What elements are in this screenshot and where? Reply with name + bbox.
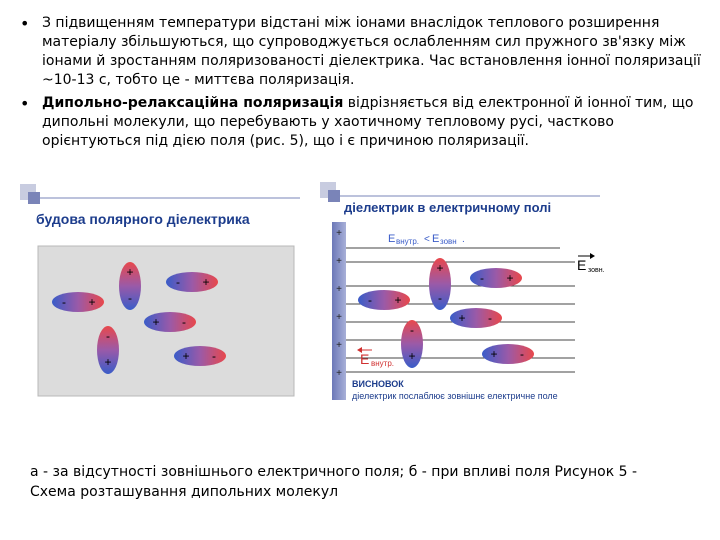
dipole — [52, 292, 104, 312]
minus-charge: - — [128, 291, 132, 305]
dipole — [401, 320, 423, 368]
plus-charge: + — [458, 311, 466, 325]
minus-charge: - — [480, 271, 484, 285]
figure-caption: а - за відсутності зовнішнього електричного поля; б - при впливі поля Рисунок 5 - Схема розташування дипольних молекул — [30, 464, 638, 500]
minus-charge: - — [106, 329, 110, 343]
plus-charge: + — [436, 261, 444, 275]
e-letter: E — [388, 233, 396, 245]
minus-charge: - — [488, 311, 492, 325]
e-external-label — [577, 253, 605, 274]
plus-charge: + — [88, 295, 96, 309]
plus-charge: + — [336, 368, 342, 379]
dipole — [358, 290, 410, 310]
e-internal-sub: внутр. — [371, 359, 395, 368]
minus-charge: - — [520, 347, 524, 361]
bullet-dot: • — [20, 14, 30, 33]
plus-charge: + — [152, 315, 160, 329]
bullet-bold-term: Дипольно-релаксаційна поляризація — [42, 95, 344, 111]
minus-charge: - — [368, 293, 372, 307]
plus-charge: + — [394, 293, 402, 307]
conclusion-text: діелектрик послаблює зовнішнє електричне поле — [352, 391, 558, 401]
dipole — [482, 344, 534, 364]
less-than-sign: < — [424, 234, 430, 245]
dipole — [97, 326, 119, 374]
plus-charge: + — [182, 349, 190, 363]
bullet-text: відрізняється від електронної й іонної тим, що дипольні молекули, що перебувають у хаотичному тепловому русі, частково орієнтуються під дією поля (рис. 5), що і є причиною поляризації. — [42, 95, 694, 149]
plus-charge: + — [104, 355, 112, 369]
minus-charge: - — [62, 295, 66, 309]
minus-charge: - — [182, 315, 186, 329]
plus-charge: + — [336, 256, 342, 267]
e-inner-sub: внутр. — [396, 237, 420, 246]
figure-right — [320, 182, 605, 401]
e-external-letter: E — [577, 257, 587, 273]
dipole — [470, 268, 522, 288]
plus-charge: + — [202, 275, 210, 289]
dipole — [429, 258, 451, 310]
plus-charge: + — [336, 228, 342, 239]
minus-charge: - — [410, 323, 414, 337]
figure-left — [20, 184, 300, 396]
minus-charge: - — [176, 275, 180, 289]
plus-charge: + — [336, 312, 342, 323]
dipole — [119, 262, 141, 310]
dipole — [166, 272, 218, 292]
relation-dot: . — [462, 234, 465, 245]
dipole — [144, 312, 196, 332]
minus-charge: - — [438, 291, 442, 305]
plus-charge: + — [408, 349, 416, 363]
e-internal-letter: E — [360, 351, 370, 367]
figure-left-title: будова полярного діелектрика — [36, 211, 250, 227]
plus-charge: + — [490, 347, 498, 361]
bullet-text: З підвищенням температури відстані між іонами внаслідок теплового розширення матеріалу збільшуються, що супроводжується ослабленням сил пружного зв'язку між іонами й зростанням поляризованості діелектрика. Час встановлення іонної поляризації ~10-13 с, тобто це - миттєва поляризація. — [42, 15, 701, 88]
figure-right-title: діелектрик в електричному полі — [344, 200, 552, 215]
plus-charge: + — [126, 265, 134, 279]
field-relation-label — [388, 233, 465, 246]
plus-charge: + — [336, 340, 342, 351]
dipole — [450, 308, 502, 328]
plus-charge: + — [506, 271, 514, 285]
e-outer-sub: зовн — [440, 237, 457, 246]
minus-charge: - — [212, 349, 216, 363]
bullet-dot: • — [20, 94, 30, 113]
dipole — [174, 346, 226, 366]
e-letter: E — [432, 233, 440, 245]
e-external-sub: зовн. — [588, 267, 605, 274]
plus-charge: + — [336, 284, 342, 295]
conclusion-title: ВИСНОВОК — [352, 379, 404, 389]
